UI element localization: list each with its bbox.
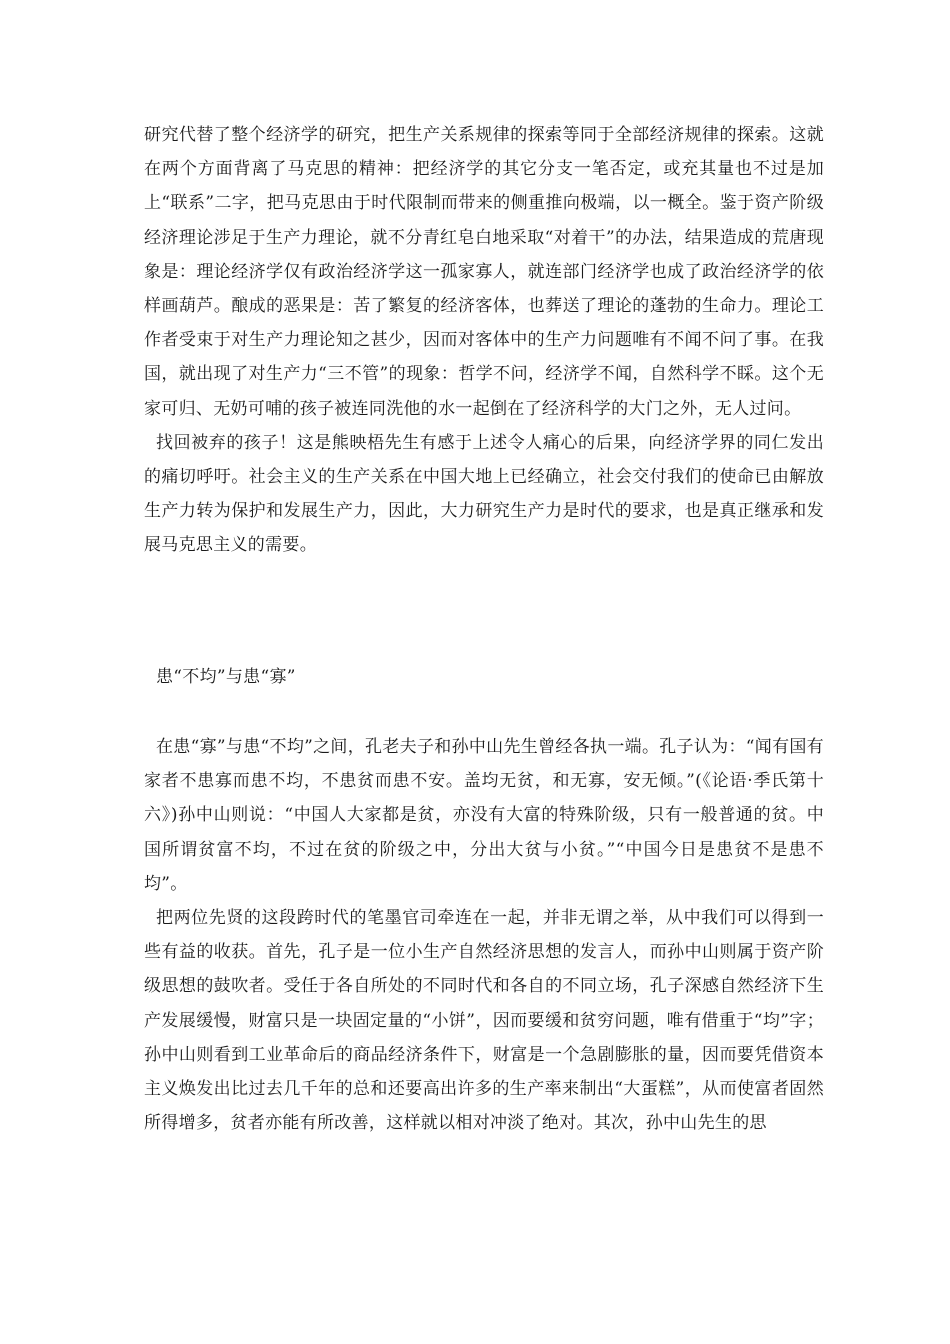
paragraph-continued: 研究代替了整个经济学的研究，把生产关系规律的探索等同于全部经济规律的探索。这就在两个方面背离了马克思的精神：把经济学的其它分支一笔否定，或充其量也不过是加上“联系”二字，把马克思由于时代限制而带来的侧重推向极端，以一概全。鉴于资产阶级经济理论涉足于生产力理论，就不分青红皂白地采取“对着干”的办法，结果造成的荒唐现象是：理论经济学仅有政治经济学这一孤家寡人，就连部门经济学也成了政治经济学的依样画葫芦。酿成的恶果是：苦了繁复的经济客体，也葬送了理论的蓬勃的生命力。理论工作者受束于对生产力理论知之甚少，因而对客体中的生产力问题唯有不闻不问了事。在我国，就出现了对生产力“三不管”的现象：哲学不问，经济学不闻，自然科学不睬。这个无家可归、无奶可哺的孩子被连同洗他的水一起倒在了经济科学的大门之外，无人过问。 bbox=[144, 125, 824, 419]
paragraph-3: 在患“寡”与患“不均”之间，孔老夫子和孙中山先生曾经各执一端。孔子认为：“闻有国有家者不患寡而患不均，不患贫而患不安。盖均无贫，和无寡，安无倾。”(《论语·季氏第十六》)孙中山则说：“中国人大家都是贫，亦没有大富的特殊阶级，只有一般普通的贫。中国所谓贫富不均，不过在贫的阶级之中，分出大贫与小贫。”“中国今日是患贫不是患不均”。 bbox=[144, 737, 824, 894]
paragraph-2: 找回被弃的孩子！这是熊映梧先生有感于上述令人痛心的后果，向经济学界的同仁发出的痛切呼吁。社会主义的生产关系在中国大地上已经确立，社会交付我们的使命已由解放生产力转为保护和发展生产力，因此，大力研究生产力是时代的要求，也是真正继承和发展马克思主义的需要。 bbox=[144, 432, 824, 556]
section-title: 患“不均”与患“寡” bbox=[156, 667, 296, 687]
paragraph-4: 把两位先贤的这段跨时代的笔墨官司牵连在一起，并非无谓之举，从中我们可以得到一些有益的收获。首先，孔子是一位小生产自然经济思想的发言人，而孙中山则属于资产阶级思想的鼓吹者。受任于各自所处的不同时代和各自的不同立场，孔子深感自然经济下生产发展缓慢，财富只是一块固定量的“小饼”，因而要缓和贫穷问题，唯有借重于“均”字；孙中山则看到工业革命后的商品经济条件下，财富是一个急剧膨胀的量，因而要凭借资本主义焕发出比过去几千年的总和还要高出许多的生产率来制出“大蛋糕”，从而使富者固然所得增多，贫者亦能有所改善，这样就以相对冲淡了绝对。其次，孙中山先生的思 bbox=[144, 908, 824, 1134]
body-text-upper bbox=[144, 118, 824, 563]
section-heading-block bbox=[144, 660, 824, 694]
body-text-lower bbox=[144, 730, 824, 1140]
